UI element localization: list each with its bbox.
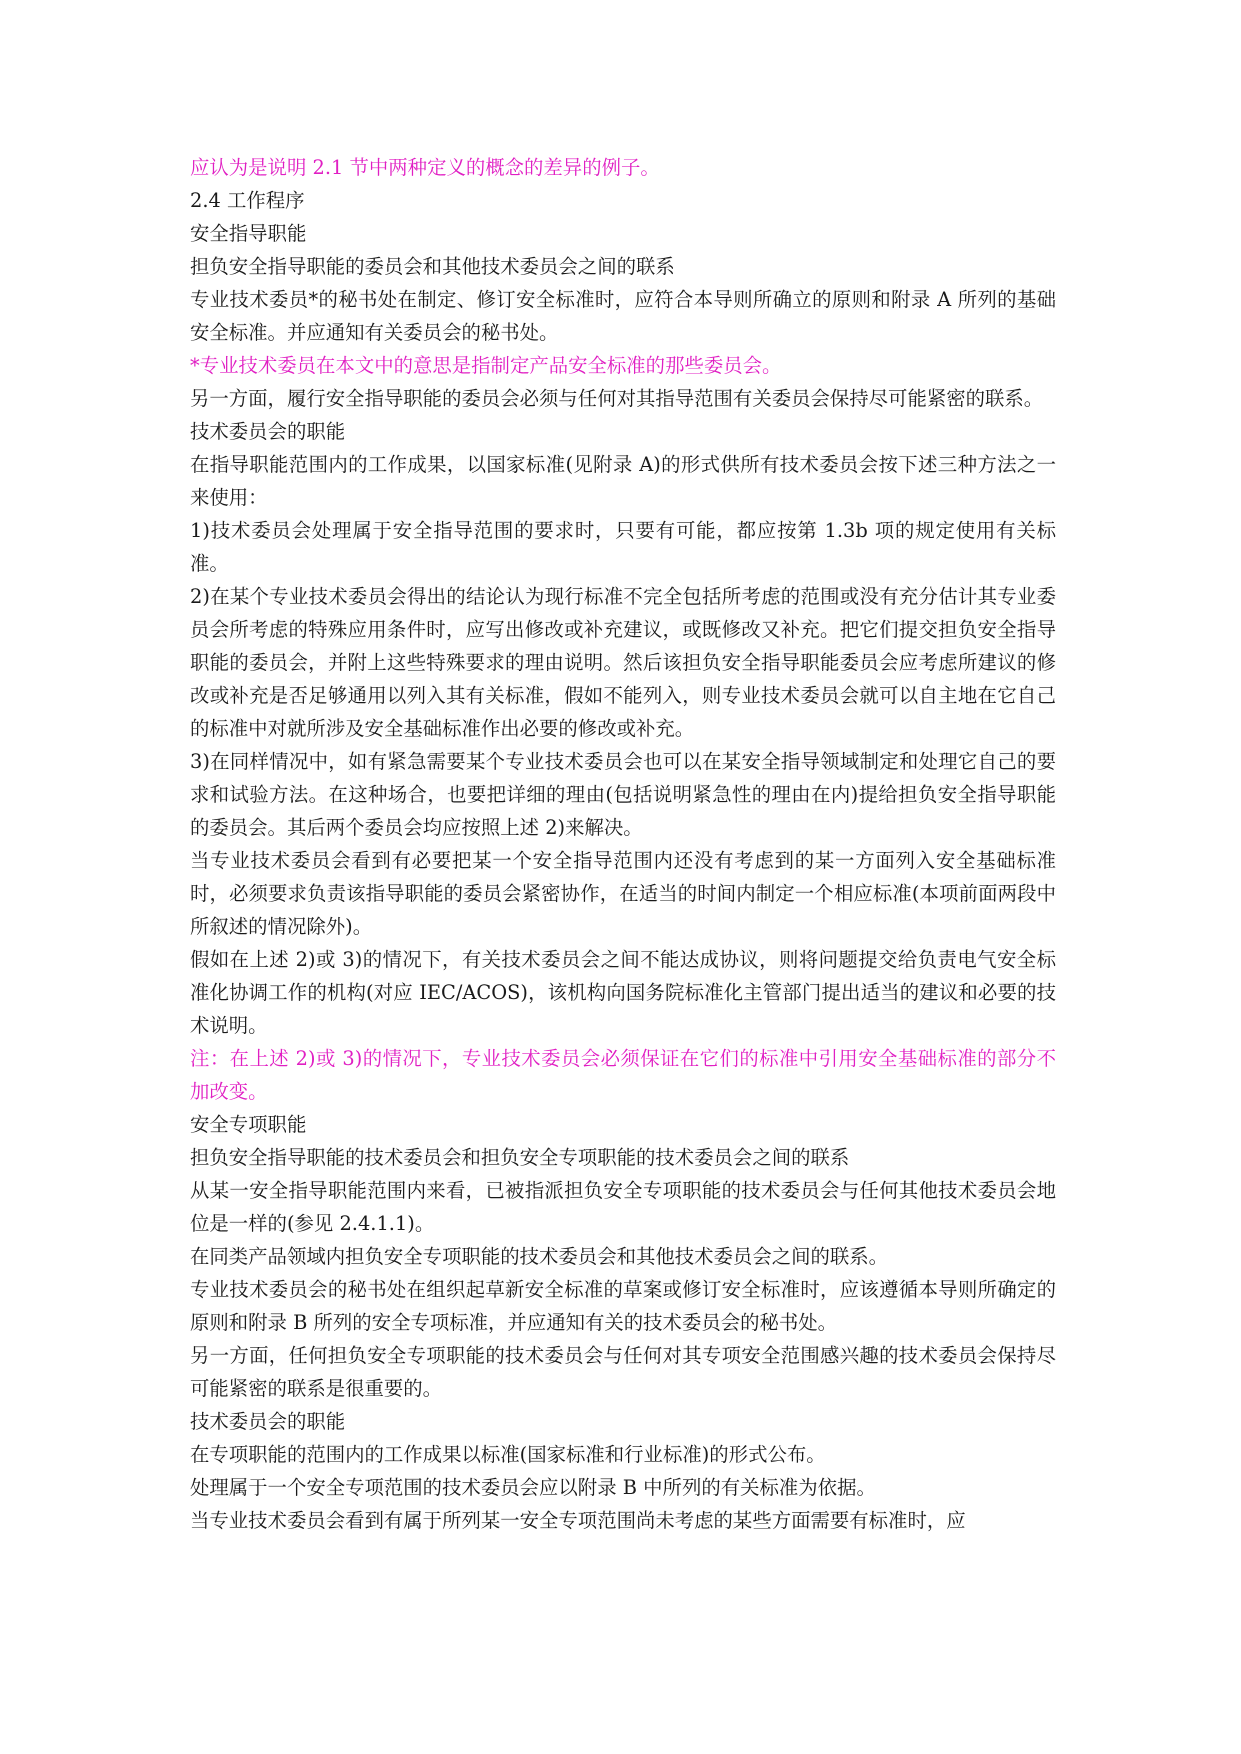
list-item: 1)技术委员会处理属于安全指导范围的要求时，只要有可能，都应按第 1.3b 项的规定使用有关标准。 [190, 519, 1056, 575]
paragraph: 假如在上述 2)或 3)的情况下，有关技术委员会之间不能达成协议，则将问题提交给负责电气安全标准化协调工作的机构(对应 IEC/ACOS)，该机构向国务院标准化主管部门提出适当的建议和必要的技术说明。 [190, 948, 1056, 1037]
note: 注：在上述 2)或 3)的情况下，专业技术委员会必须保证在它们的标准中引用安全基础标准的部分不加改变。 [190, 1047, 1056, 1103]
paragraph: 在专项职能的范围内的工作成果以标准(国家标准和行业标准)的形式公布。 [190, 1443, 826, 1466]
subsection-heading: 安全专项职能 [190, 1113, 307, 1136]
paragraph: 另一方面，履行安全指导职能的委员会必须与任何对其指导范围有关委员会保持尽可能紧密的联系。 [190, 387, 1044, 410]
section-heading: 2.4 工作程序 [190, 189, 305, 212]
paragraph: 在指导职能范围内的工作成果，以国家标准(见附录 A)的形式供所有技术委员会按下述三种方法之一来使用： [190, 453, 1056, 509]
paragraph: 应认为是说明 2.1 节中两种定义的概念的差异的例子。 [190, 156, 660, 179]
subsection-heading: 技术委员会的职能 [190, 420, 346, 443]
paragraph: 当专业技术委员会看到有必要把某一个安全指导范围内还没有考虑到的某一方面列入安全基础标准时，必须要求负责该指导职能的委员会紧密协作，在适当的时间内制定一个相应标准(本项前面两段中所叙述的情况除外)。 [190, 849, 1056, 938]
paragraph: 另一方面，任何担负安全专项职能的技术委员会与任何对其专项安全范围感兴趣的技术委员会保持尽可能紧密的联系是很重要的。 [190, 1344, 1056, 1400]
paragraph: 处理属于一个安全专项范围的技术委员会应以附录 B 中所列的有关标准为依据。 [190, 1476, 876, 1499]
list-item: 2)在某个专业技术委员会得出的结论认为现行标准不完全包括所考虑的范围或没有充分估计其专业委员会所考虑的特殊应用条件时，应写出修改或补充建议，或既修改又补充。把它们提交担负安全指导职能的委员会，并附上这些特殊要求的理由说明。然后该担负安全指导职能委员会应考虑所建议的修改或补充是否足够通用以列入其有关标准，假如不能列入，则专业技术委员会就可以自主地在它自己的标准中对就所涉及安全基础标准作出必要的修改或补充。 [190, 585, 1056, 740]
document-body [190, 151, 1056, 1537]
paragraph: 从某一安全指导职能范围内来看，已被指派担负安全专项职能的技术委员会与任何其他技术委员会地位是一样的(参见 2.4.1.1)。 [190, 1179, 1056, 1235]
subsection-heading: 担负安全指导职能的委员会和其他技术委员会之间的联系 [190, 255, 675, 278]
footnote: *专业技术委员在本文中的意思是指制定产品安全标准的那些委员会。 [190, 354, 782, 377]
list-item: 3)在同样情况中，如有紧急需要某个专业技术委员会也可以在某安全指导领域制定和处理它自己的要求和试验方法。在这种场合，也要把详细的理由(包括说明紧急性的理由在内)提给担负安全指导职能的委员会。其后两个委员会均应按照上述 2)来解决。 [190, 750, 1056, 839]
paragraph: 专业技术委员*的秘书处在制定、修订安全标准时，应符合本导则所确立的原则和附录 A 所列的基础安全标准。并应通知有关委员会的秘书处。 [190, 288, 1056, 344]
subsection-heading: 担负安全指导职能的技术委员会和担负安全专项职能的技术委员会之间的联系 [190, 1146, 850, 1169]
paragraph: 专业技术委员会的秘书处在组织起草新安全标准的草案或修订安全标准时，应该遵循本导则所确定的原则和附录 B 所列的安全专项标准，并应通知有关的技术委员会的秘书处。 [190, 1278, 1056, 1334]
subsection-heading: 技术委员会的职能 [190, 1410, 346, 1433]
paragraph: 当专业技术委员会看到有属于所列某一安全专项范围尚未考虑的某些方面需要有标准时，应 [190, 1509, 966, 1532]
paragraph: 在同类产品领域内担负安全专项职能的技术委员会和其他技术委员会之间的联系。 [190, 1245, 889, 1268]
subsection-heading: 安全指导职能 [190, 222, 307, 245]
